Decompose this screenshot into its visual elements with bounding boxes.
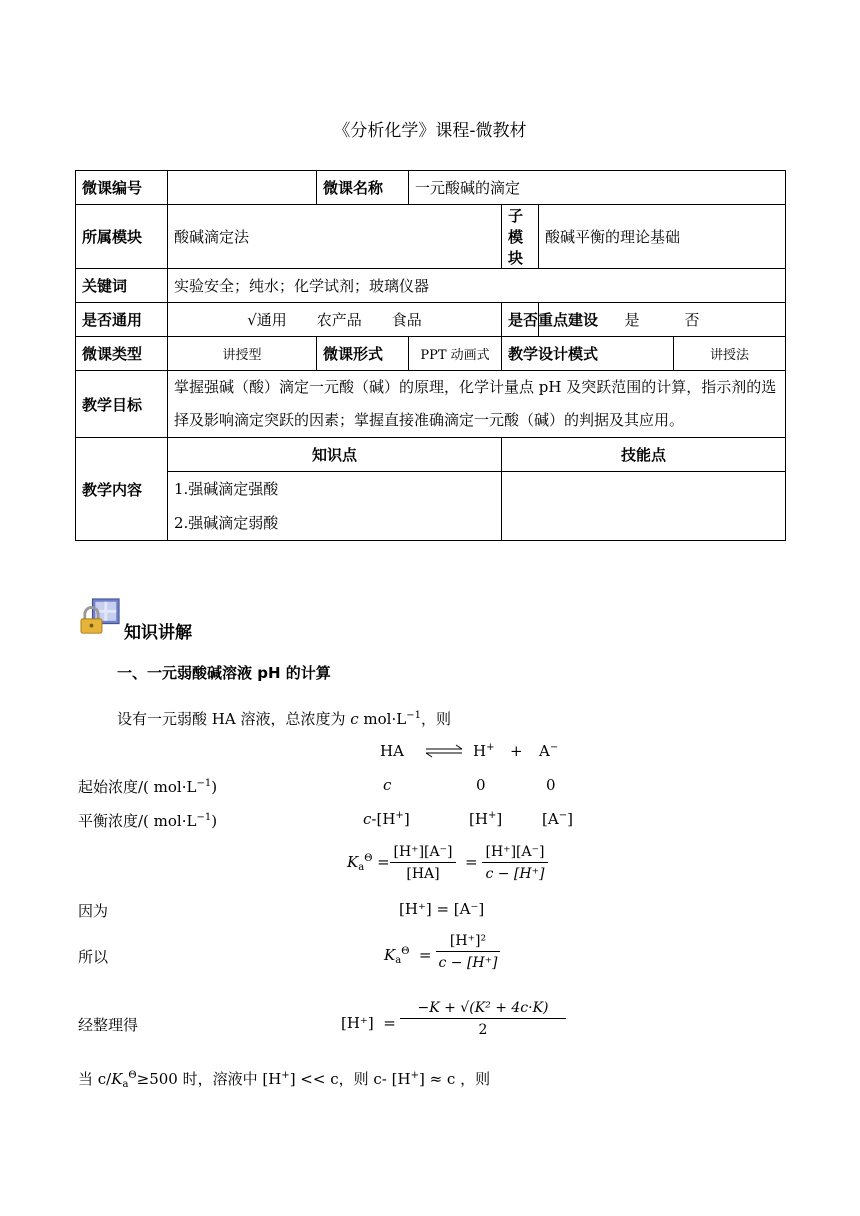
eq-ha: HA [380, 742, 404, 760]
module-value: 酸碱滴定法 [168, 205, 502, 269]
form-label: 微课形式 [317, 337, 409, 371]
eq-h-plus: H+ [473, 742, 495, 760]
skill-list [502, 472, 786, 541]
intro-text: 设有一元弱酸 HA 溶液，总浓度为 [117, 710, 351, 728]
key-build-label: 是否重点建设 [502, 303, 539, 337]
knowledge-header: 知识点 [168, 438, 502, 472]
table-row [76, 205, 786, 269]
so-ka: $K_a^\Theta$ = [384, 946, 432, 966]
content-label: 教学内容 [76, 438, 168, 541]
eq-plus: + [510, 742, 523, 760]
document-title: 《分析化学》课程-微教材 [333, 121, 527, 141]
initial-h: 0 [476, 776, 486, 794]
key-build-value: 是 否 [539, 303, 786, 337]
ka-fraction-2: $\frac{[H^+][A^-]}{c - [H^+]}$ [482, 844, 548, 882]
table-row [76, 269, 786, 303]
table-row [76, 171, 786, 205]
general-value: √通用 农产品 食品 [168, 303, 502, 337]
goal-label: 教学目标 [76, 371, 168, 438]
table-row [76, 472, 786, 541]
rearrange-lhs: [H⁺] = [341, 1014, 396, 1032]
section-subtitle: 一、一元弱酸碱溶液 pH 的计算 [117, 664, 331, 682]
ka-fraction-1: $\frac{[H^+][A^-]}{[HA]}$ [390, 844, 456, 882]
design-value: 讲授法 [674, 337, 786, 371]
module-label: 所属模块 [76, 205, 168, 269]
intro-c: c [350, 710, 359, 728]
submodule-value: 酸碱平衡的理论基础 [539, 205, 786, 269]
because-label: 因为 [78, 902, 109, 920]
type-label: 微课类型 [76, 337, 168, 371]
keywords-label: 关键词 [76, 269, 168, 303]
ka-symbol: $K_a^\Theta$ = [347, 853, 390, 873]
section-title: 知识讲解 [124, 623, 192, 643]
list-item: 2.强碱滴定弱酸 [174, 514, 279, 532]
knowledge-list [168, 472, 502, 541]
equals-sign: = [465, 853, 478, 871]
course-code-label: 微课编号 [76, 171, 168, 205]
goal-value: 掌握强碱（酸）滴定一元酸（碱）的原理，化学计量点 pH 及突跃范围的计算，指示剂的选择及影响滴定突跃的因素；掌握直接准确滴定一元酸（碱）的判据及其应用。 [168, 371, 786, 438]
table-row [76, 371, 786, 438]
initial-a: 0 [546, 776, 556, 794]
form-value: PPT 动画式 [409, 337, 502, 371]
table-row [76, 337, 786, 371]
table-row [76, 438, 786, 472]
intro-line [117, 708, 451, 729]
table-row [76, 303, 786, 337]
equilibrium-ha: c-[H+] [363, 810, 410, 828]
condition-line: 当 $c/K_a^\Theta\ge 500$ 时，溶液中 [H+] << c，则 c- [H+] ≈ c ，则 [78, 1070, 491, 1090]
skill-header: 技能点 [502, 438, 786, 472]
initial-c: c [383, 776, 392, 794]
eq-a-minus: A− [539, 742, 559, 760]
design-label: 教学设计模式 [502, 337, 674, 371]
initial-conc-label: 起始浓度/( $mol\cdot L^{-1}$) [78, 778, 218, 796]
type-value: 讲授型 [168, 337, 317, 371]
course-code-value [168, 171, 317, 205]
equilibrium-h: [H+] [469, 810, 503, 828]
keywords-value: 实验安全；纯水；化学试剂；玻璃仪器 [168, 269, 786, 303]
intro-unit: mol·L [358, 710, 407, 728]
equilibrium-arrow-icon [424, 744, 464, 758]
course-name-label: 微课名称 [317, 171, 409, 205]
because-equation: [H⁺] = [A⁻] [399, 900, 485, 918]
equilibrium-a: [A−] [542, 810, 573, 828]
intro-end: ，则 [420, 710, 451, 728]
intro-exp: −1 [406, 710, 421, 721]
equilibrium-conc-label: 平衡浓度/( $mol\cdot L^{-1}$) [78, 812, 218, 830]
so-label: 所以 [78, 948, 109, 966]
general-label: 是否通用 [76, 303, 168, 337]
rearrange-label: 经整理得 [78, 1016, 139, 1034]
course-name-value: 一元酸碱的滴定 [409, 171, 786, 205]
course-info-table [75, 170, 786, 541]
so-fraction: $\frac{\text{[H⁺]²}}{c - [H^+]}$ [436, 933, 500, 971]
list-item: 1.强碱滴定强酸 [174, 480, 279, 498]
submodule-label: 子模块 [502, 205, 539, 269]
rearrange-fraction: $\frac{\text{−K + √(K² + 4c·K)}}{2}$ [400, 1000, 566, 1038]
